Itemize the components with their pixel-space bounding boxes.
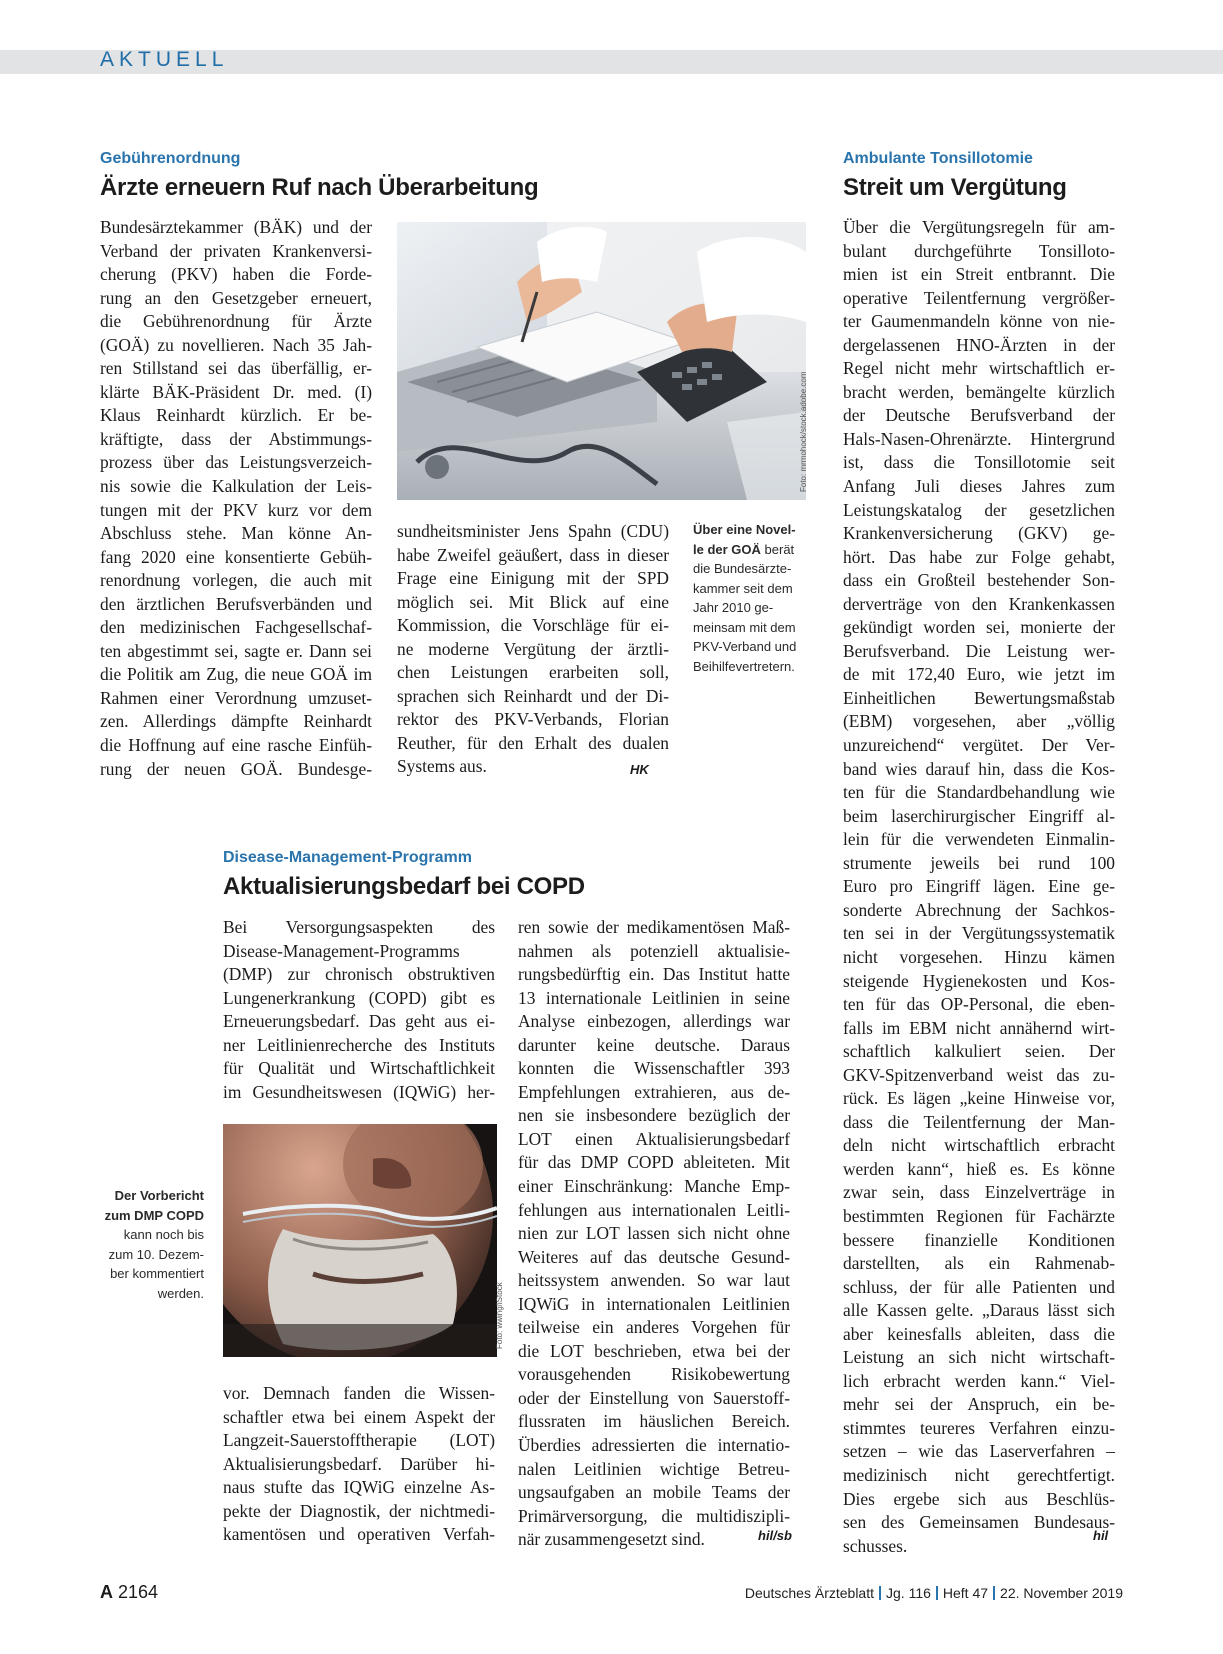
article3-col2-line: nalen Leitlinien wichtige Betreu-	[518, 1458, 790, 1479]
article1-col1-line: cherung (PKV) haben die Forde-	[100, 264, 372, 285]
article2-line: sonderte Abrechnung der Sachkos-	[843, 899, 1115, 920]
article2-body	[843, 216, 1115, 1558]
article1-col2-line: habe Zweifel geäußert, dass in dieser	[397, 544, 669, 565]
article2-line: der Deutsche Berufsverband der	[843, 405, 1115, 426]
caption-line: die Bundesärzte-	[693, 561, 792, 576]
article2-line: Berufsverband. Die Leistung wer-	[843, 640, 1115, 661]
caption-line: Der Vorbericht	[114, 1188, 204, 1203]
article2-line: Über die Vergütungsregeln für am-	[843, 217, 1115, 237]
article3-col2-line: einer Einschränkung: Manche Emp-	[518, 1176, 790, 1197]
article3-col1-bottom-line: schaftler etwa bei einem Aspekt der	[223, 1406, 495, 1427]
article3-col2-line: flussraten im häuslichen Bereich.	[518, 1411, 790, 1432]
article1-col1-line: den medizinischen Fachgesellschaf-	[100, 617, 372, 638]
article3-col2-line: när zusammengesetzt sind.	[518, 1529, 705, 1550]
page-number	[100, 1582, 158, 1603]
caption-line: werden.	[157, 1285, 204, 1301]
caption-line: zum 10. Dezem-	[108, 1246, 204, 1262]
article3-col2-line: Überdies adressierten die internatio-	[518, 1435, 790, 1456]
article2-line: gekündigt worden sei, monierte der	[843, 617, 1115, 638]
copd-patient-image	[223, 1124, 497, 1357]
article1-col2-line: ne moderne Vergütung der ärztli-	[397, 638, 669, 659]
article2-line: dass die Teilentfernung der Man-	[843, 1111, 1115, 1132]
article1-col1-line: prozess über das Leistungsverzeich-	[100, 452, 372, 473]
article1-col1-line: klärte BÄK-Präsident Dr. med. (I)	[100, 381, 372, 402]
article2-line: medizinisch nicht gerechtfertigt.	[843, 1464, 1115, 1485]
article1-col2-line: sundheitsminister Jens Spahn (CDU)	[397, 521, 669, 541]
caption-line: meinsam mit dem	[693, 619, 796, 635]
article1-col2-line: möglich sei. Mit Blick auf eine	[397, 591, 669, 612]
article1-col1-line: den ärztlichen Berufsverbänden und	[100, 593, 372, 614]
article2-line: setzen – wie das Laserverfahren –	[843, 1441, 1115, 1462]
article3-col2-line: die LOT beschrieben, etwa bei der	[518, 1340, 790, 1361]
article3-col2-line: für das DMP COPD ableiteten. Mit	[518, 1152, 790, 1173]
desk-calculator-image	[397, 222, 806, 500]
article2-headline: Streit um Vergütung	[843, 174, 1067, 201]
caption-line: kammer seit dem	[693, 580, 793, 596]
article1-column-2	[397, 520, 669, 779]
article1-col1-line: Abschluss stehe. Man könne An-	[100, 523, 372, 544]
article2-line: operative Teilentfernung vergrößer-	[843, 287, 1115, 308]
article1-signature-wrap	[630, 757, 649, 777]
article1-col1-line: nis sowie die Kalkulation der Leis-	[100, 476, 372, 497]
article3-col1-top-line: Erneuerungsbedarf. Das geht aus ei-	[223, 1011, 495, 1032]
article1-col1-line: rung an den Gesetzgeber erneuert,	[100, 287, 372, 308]
article3-col2-line: Analyse einbezogen, allerdings war	[518, 1011, 790, 1032]
article3-col1-top-line: Lungenerkrankung (COPD) gibt es	[223, 987, 495, 1008]
article2-signature-wrap	[1093, 1523, 1108, 1543]
article1-col1-line: fang 2020 eine konsentierte Gebüh-	[100, 546, 372, 567]
article3-col2-line: LOT einen Aktualisierungsbedarf	[518, 1128, 790, 1149]
section-label: AKTUELL	[100, 48, 229, 71]
article3-caption	[80, 1186, 204, 1303]
article3-col2-line: ungsaufgaben an mobile Teams der	[518, 1482, 790, 1503]
caption-line: zum DMP COPD	[104, 1207, 204, 1223]
article3-col2-line: ren sowie der medikamentösen Maß-	[518, 917, 790, 937]
article1-photo-credit: Foto: mrmohock/stock.adobe.com	[799, 371, 808, 492]
article2-line: Regel nicht mehr wirtschaftlich er-	[843, 358, 1115, 379]
article1-col1-line: die Politik am Zug, die neue GOÄ im	[100, 664, 372, 685]
article3-col1-bottom-line: Langzeit-Sauerstofftherapie (LOT)	[223, 1430, 495, 1451]
article3-col1-top-line: (DMP) zur chronisch obstruktiven	[223, 964, 495, 985]
article2-line: Leistung an sich nicht wirtschaft-	[843, 1347, 1115, 1368]
caption-line: ber kommentiert	[110, 1266, 204, 1281]
article2-line: darstellten, als ein Rahmenab-	[843, 1253, 1115, 1274]
article2-line: hört. Das habe zur Folge gehabt,	[843, 546, 1115, 567]
article2-line: werden kann“, hieß es. Es könne	[843, 1158, 1115, 1179]
article1-col2-line: Reuther, für den Erhalt des dualen	[397, 732, 669, 753]
page-number-value: 2164	[118, 1582, 159, 1602]
article2-line: ten sei in der Vergütungssystematik	[843, 923, 1115, 944]
article2-line: zwar sein, dass Einzelverträge in	[843, 1182, 1115, 1203]
article3-col1-top-line: Bei Versorgungsaspekten des	[223, 917, 495, 937]
article1-signature: HK	[630, 762, 649, 777]
article3-kicker: Disease-Management-Programm	[223, 849, 472, 866]
article1-col2-line: Systems aus.	[397, 756, 487, 777]
article2-line: derverträge von den Krankenkassen	[843, 593, 1115, 614]
article1-col1-line: rung der neuen GOÄ. Bundesge-	[100, 758, 372, 779]
article2-line: de mit 172,40 Euro, wie jetzt im	[843, 664, 1115, 685]
journal-issue: Heft 47	[942, 1585, 989, 1601]
article1-col2-line: rektor des PKV-Verbands, Florian	[397, 709, 669, 730]
article3-column-2	[518, 916, 790, 1552]
article2-line: beim laserchirurgischer Eingriff al-	[843, 805, 1115, 826]
article3-photo	[223, 1124, 497, 1357]
article3-col2-line: rungsbedürftig ein. Das Institut hatte	[518, 964, 790, 985]
article3-col2-line: Primärversorgung, die multidiszipli-	[518, 1505, 790, 1526]
article2-line: bestimmten Regionen für Fachärzte	[843, 1205, 1115, 1226]
article2-line: mehr sei der Anspruch, ein be-	[843, 1394, 1115, 1415]
article2-line: falls im EBM nicht annähernd wirt-	[843, 1017, 1115, 1038]
article2-line: aber keinesfalls ableiten, dass die	[843, 1323, 1115, 1344]
article2-line: sen des Gemeinsamen Bundesaus-	[843, 1512, 1115, 1533]
article1-col1-line: kräftigte, dass der Abstimmungs-	[100, 428, 372, 449]
article2-line: schaftlich kalkuliert seien. Der	[843, 1041, 1115, 1062]
article2-line: dergelassenen HNO-Ärzten in der	[843, 334, 1115, 355]
caption-line: PKV-Verband und	[693, 639, 797, 654]
article3-col2-line: heitssystem anwenden. So war laut	[518, 1270, 790, 1291]
article1-col1-line: renordnung vorlegen, die auch mit	[100, 570, 372, 591]
article3-signature: hil/sb	[758, 1528, 792, 1543]
article1-caption	[693, 520, 809, 676]
article1-col1-line: die Gebührenordnung für Ärzte	[100, 311, 372, 332]
caption-line: Über eine Novel-	[693, 522, 796, 537]
article2-line: ten für das OP-Personal, die eben-	[843, 994, 1115, 1015]
article3-col1-top-line: ner Leitlinienrecherche des Instituts	[223, 1034, 495, 1055]
article1-col1-line: ten abgestimmt sei, sagte er. Dann sei	[100, 640, 372, 661]
journal-info	[745, 1585, 1123, 1601]
article3-col2-line: nahmen als potenziell aktualisie-	[518, 940, 790, 961]
article2-line: unzureichend“ vergütet. Der Ver-	[843, 735, 1115, 756]
article2-line: (EBM) vorgesehen, aber „völlig	[843, 711, 1115, 732]
article2-line: dass ein Großteil bestehender Son-	[843, 570, 1115, 591]
article3-photo-credit: Foto: wwing/iStock	[495, 1282, 504, 1349]
article2-line: bessere finanzielle Konditionen	[843, 1229, 1115, 1250]
article2-line: Leistungskatalog der gesetzlichen	[843, 499, 1115, 520]
article2-line: mien ist ein Streit entbrannt. Die	[843, 264, 1115, 285]
article1-column-1	[100, 216, 372, 781]
article2-line: strumente jeweils bei rund 100	[843, 852, 1115, 873]
article2-line: Euro pro Eingriff lägen. Eine ge-	[843, 876, 1115, 897]
article3-column-1-top	[223, 916, 495, 1104]
article1-col2-line: Kommission, die Vorschläge für ei-	[397, 615, 669, 636]
journal-date: 22. November 2019	[1000, 1585, 1123, 1601]
article2-line: ter Gaumenmandeln könne von nie-	[843, 311, 1115, 332]
article2-line: band wies darauf hin, dass die Kos-	[843, 758, 1115, 779]
journal-volume: Jg. 116	[886, 1585, 931, 1601]
article2-line: schusses.	[843, 1535, 908, 1556]
article1-headline: Ärzte erneuern Ruf nach Überarbeitung	[100, 174, 539, 201]
article2-line: rück. Es lägen „keine Hinweise vor,	[843, 1088, 1115, 1109]
article2-line: lein für die verwendeten Einmalin-	[843, 829, 1115, 850]
article3-col1-bottom-line: naus stufte das IQWiG einzelne As-	[223, 1477, 495, 1498]
article2-signature: hil	[1093, 1528, 1109, 1543]
article2-line: lich erbracht werden kann.“ Viel-	[843, 1370, 1115, 1391]
article1-kicker: Gebührenordnung	[100, 150, 241, 167]
article1-col1-line: (GOÄ) zu novellieren. Nach 35 Jah-	[100, 334, 372, 355]
article2-line: alle Kassen gelte. „Daraus lässt sich	[843, 1300, 1115, 1321]
article2-line: bracht werden, bemängelte kürzlich	[843, 381, 1115, 402]
article3-col2-line: nien zur LOT lassen sich nicht ohne	[518, 1223, 790, 1244]
article1-col1-line: Klaus Reinhardt kürzlich. Er be-	[100, 405, 372, 426]
article1-photo	[397, 222, 806, 500]
article2-line: ten für die Standardbehandlung wie	[843, 782, 1115, 803]
article3-col1-top-line: im Gesundheitswesen (IQWiG) her-	[223, 1081, 495, 1102]
caption-line: Jahr 2010 ge-	[693, 600, 774, 615]
article3-col2-line: nen sie insbesondere bezüglich der	[518, 1105, 790, 1126]
article3-col2-line: oder der Einstellung von Sauerstoff-	[518, 1387, 790, 1408]
article1-col1-line: zen. Allerdings dämpfte Reinhardt	[100, 711, 372, 732]
article2-line: Krankenversicherung (GKV) ge-	[843, 523, 1115, 544]
caption-line: Beihilfevertretern.	[693, 658, 795, 674]
article1-col2-line: chen Leistungen erarbeiten soll,	[397, 662, 669, 683]
article3-col2-line: konnten die Wissenschaftler 393	[518, 1058, 790, 1079]
article3-col2-line: Weiteres auf das deutsche Gesund-	[518, 1246, 790, 1267]
article3-col1-top-line: für Qualität und Wirtschaftlichkeit	[223, 1058, 495, 1079]
article1-col2-line: Frage eine Einigung mit der SPD	[397, 568, 669, 589]
article2-line: Hals-Nasen-Ohrenärzte. Hintergrund	[843, 428, 1115, 449]
article3-col1-bottom-line: vor. Demnach fanden die Wissen-	[223, 1383, 495, 1403]
article3-headline: Aktualisierungsbedarf bei COPD	[223, 873, 585, 900]
article3-col2-line: teilweise ein anderes Vorgehen für	[518, 1317, 790, 1338]
journal-name: Deutsches Ärzteblatt	[744, 1585, 874, 1601]
article2-line: Dies ergebe sich aus Beschlüs-	[843, 1488, 1115, 1509]
article3-col1-bottom-line: pekte der Diagnostik, der nichtmedi-	[223, 1500, 495, 1521]
article3-col1-bottom-line: kamentösen und operativen Verfah-	[223, 1524, 495, 1545]
article3-col2-line: darunter keine deutsche. Daraus	[518, 1034, 790, 1055]
article2-line: steigende Hygienekosten und Kos-	[843, 970, 1115, 991]
article1-col1-line: ren Stillstand sei das überfällig, er-	[100, 358, 372, 379]
article3-signature-wrap	[758, 1523, 792, 1543]
page-prefix: A	[100, 1582, 113, 1602]
article2-line: Anfang Juli dieses Jahres zum	[843, 476, 1115, 497]
article3-col2-line: fehlungen aus internationalen Leitli-	[518, 1199, 790, 1220]
article1-col1-line: Bundesärztekammer (BÄK) und der	[100, 217, 372, 237]
article3-col2-line: IQWiG in internationalen Leitlinien	[518, 1293, 790, 1314]
article3-col2-line: vorausgehenden Risikobewertung	[518, 1364, 790, 1385]
article1-col2-line: sprachen sich Reinhardt und der Di-	[397, 685, 669, 706]
article1-col1-line: die Hoffnung auf eine rasche Einfüh-	[100, 735, 372, 756]
article2-line: bulant durchgeführte Tonsilloto-	[843, 240, 1115, 261]
article2-line: ist, dass die Tonsillotomie seit	[843, 452, 1115, 473]
article3-col2-line: Empfehlungen extrahieren, aus de-	[518, 1081, 790, 1102]
article2-line: deln nicht wirtschaftlich erbracht	[843, 1135, 1115, 1156]
caption-line: kann noch bis	[123, 1227, 204, 1242]
article2-line: schluss, der für alle Patienten und	[843, 1276, 1115, 1297]
article3-column-1-bottom	[223, 1382, 495, 1547]
article2-line: Einheitlichen Bewertungsmaßstab	[843, 687, 1115, 708]
article3-col1-bottom-line: Aktualisierungsbedarf. Darüber hi-	[223, 1453, 495, 1474]
article2-line: GKV-Spitzenverband weist das zu-	[843, 1064, 1115, 1085]
caption-line: le der GOÄ berät	[693, 541, 795, 557]
article2-kicker: Ambulante Tonsillotomie	[843, 150, 1033, 167]
article2-line: nicht vorgesehen. Hinzu kämen	[843, 946, 1115, 967]
article2-line: stimmtes teureres Verfahren einzu-	[843, 1417, 1115, 1438]
article3-col1-top-line: Disease-Management-Programms	[223, 940, 460, 961]
article1-col1-line: tungen mit der PKV kurz vor dem	[100, 499, 372, 520]
article3-col2-line: 13 internationale Leitlinien in seine	[518, 987, 790, 1008]
article1-col1-line: Verband der privaten Krankenversi-	[100, 240, 372, 261]
article1-col1-line: Rahmen einer Verordnung umzuset-	[100, 687, 372, 708]
